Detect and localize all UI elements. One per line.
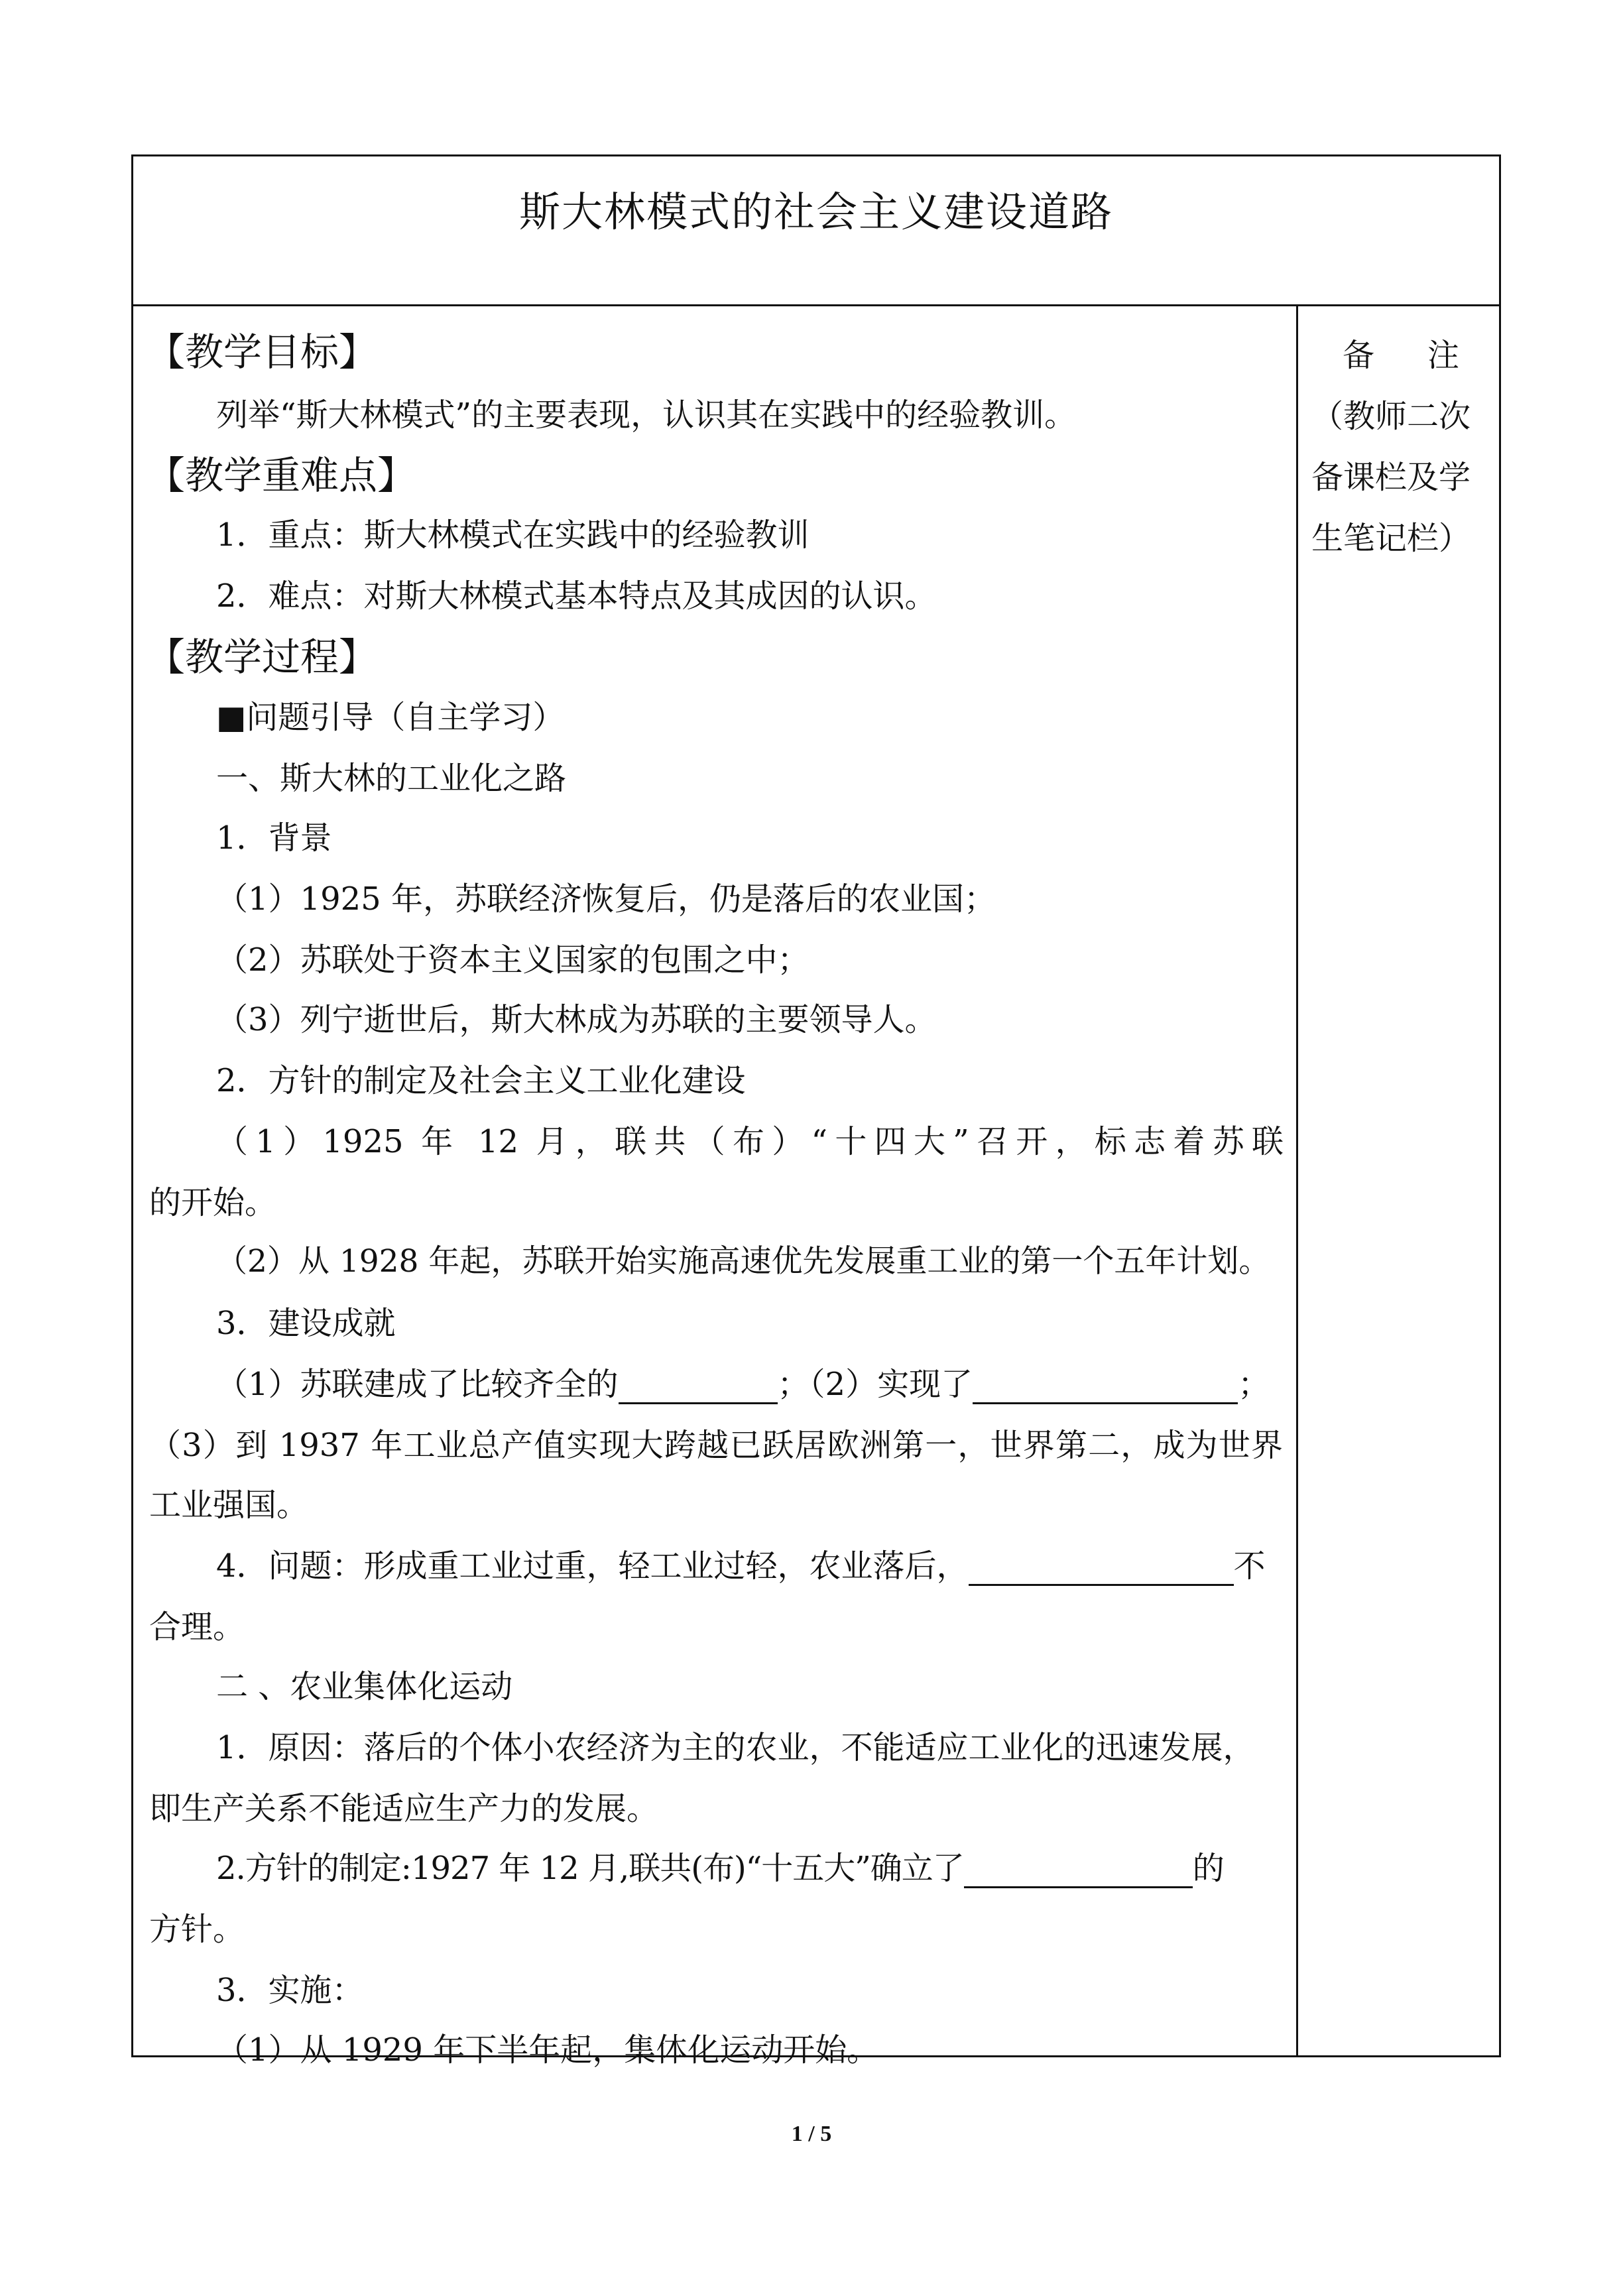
part2-title: 二 、农业集体化运动	[216, 1668, 513, 1705]
goal-heading: 【教学目标】	[147, 330, 378, 375]
part1-background-heading: 1．背景	[216, 819, 332, 857]
main-content	[133, 306, 1298, 2069]
notes-line-3: 生笔记栏）	[1311, 520, 1471, 557]
part2-policy	[216, 1843, 1225, 1888]
part1-policy-heading: 2．方针的制定及社会主义工业化建设	[216, 1062, 746, 1099]
problem-text-b: 不	[1233, 1547, 1266, 1585]
page-number: 1 / 5	[791, 2122, 832, 2146]
notes-heading	[1311, 325, 1490, 386]
notes-heading-char-2: 注	[1427, 337, 1460, 374]
part1-background-1: （1）1925 年，苏联经济恢复后，仍是落后的农业国；	[216, 880, 996, 918]
part1-title: 一、斯大林的工业化之路	[216, 760, 567, 797]
part1-background-2: （2）苏联处于资本主义国家的包围之中；	[216, 941, 810, 979]
notes-line-2: 备课栏及学	[1311, 459, 1471, 496]
part1-policy-2: （2）从 1928 年起，苏联开始实施高速优先发展重工业的第一个五年计划。	[216, 1243, 1270, 1280]
policy-text-b: 的	[1192, 1850, 1225, 1887]
part2-reason-b: 即生产关系不能适应生产力的发展。	[149, 1790, 659, 1827]
lesson-table	[131, 154, 1501, 2069]
page-title: 斯大林模式的社会主义建设道路	[518, 188, 1113, 236]
part1-policy-1a: （1）1925 年 12 月，联共（布）“十四大”召开，标志着苏联	[216, 1123, 1284, 1160]
notes-column	[1298, 306, 1499, 2055]
part1-achievement-2a: （3）到 1937 年工业总产值实现大跨越已跃居欧洲第一，世界第二，成为世界	[149, 1427, 1283, 1464]
answer-blank-4[interactable]	[964, 1853, 1193, 1888]
part1-achievement-1	[216, 1359, 1270, 1404]
part2-reason-a: 1．原因：落后的个体小农经济为主的农业，不能适应工业化的迅速发展，	[216, 1729, 1255, 1766]
policy-text-a: 2.方针的制定:1927 年 12 月,联共(布)“十五大”确立了	[216, 1850, 964, 1887]
part1-problem	[216, 1540, 1266, 1586]
notes-line-1: （教师二次	[1311, 398, 1471, 435]
guide-label: ■问题引导（自主学习）	[216, 699, 565, 736]
problem-text-a: 4．问题：形成重工业过重，轻工业过轻，农业落后，	[216, 1547, 969, 1585]
notes-label	[1311, 325, 1490, 569]
answer-blank-3[interactable]	[969, 1551, 1234, 1586]
achievement-1-text-a: （1）苏联建成了比较齐全的	[216, 1366, 619, 1403]
process-heading: 【教学过程】	[147, 634, 378, 680]
part1-background-3: （3）列宁逝世后，斯大林成为苏联的主要领导人。	[216, 1001, 937, 1038]
part1-achievement-heading: 3．建设成就	[216, 1305, 396, 1342]
part2-implementation-1: （1）从 1929 年下半年起，集体化运动开始。	[216, 2031, 879, 2069]
answer-blank-2[interactable]	[973, 1369, 1238, 1404]
key-point-1: 1．重点：斯大林模式在实践中的经验教训	[216, 516, 810, 554]
achievement-1-text-b: ；（2）实现了	[777, 1366, 973, 1403]
goal-text: 列举“斯大林模式”的主要表现，认识其在实践中的经验教训。	[216, 396, 1077, 434]
key-point-2: 2．难点：对斯大林模式基本特点及其成因的认识。	[216, 577, 937, 615]
part1-problem-cont: 合理。	[149, 1608, 245, 1646]
achievement-1-text-c: ；	[1238, 1366, 1270, 1403]
part2-implementation-heading: 3．实施：	[216, 1972, 364, 2009]
answer-blank-1[interactable]	[619, 1369, 778, 1404]
notes-heading-char-1: 备	[1342, 337, 1374, 374]
part1-achievement-2b: 工业强国。	[149, 1486, 309, 1524]
part1-policy-1b: 的开始。	[149, 1184, 277, 1221]
key-heading: 【教学重难点】	[147, 453, 416, 498]
title-row	[133, 156, 1499, 306]
part2-policy-cont: 方针。	[149, 1911, 245, 1948]
